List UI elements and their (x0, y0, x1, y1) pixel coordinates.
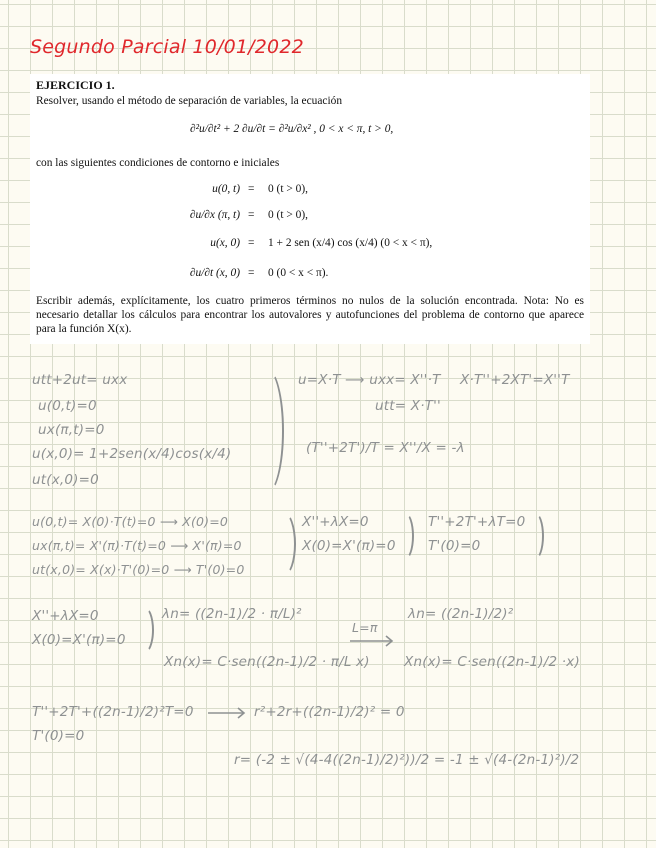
note-l-equals-pi: L=π (352, 620, 378, 635)
note-t-ic: T'(0)=0 (428, 538, 481, 554)
page-title: Segundo Parcial 10/01/2022 (30, 36, 304, 58)
note-lambda: λn= ((2n-1)/2 · π/L)² (162, 606, 302, 622)
note-bc1: u(0,t)=0 (38, 398, 97, 414)
condition-2-lhs: ∂u/∂x (π, t) (189, 209, 240, 221)
condition-2-eq: = (248, 209, 255, 221)
note-roots: r= (-2 ± √(4-4((2n-1)/2)²))/2 = -1 ± √(4-(2n-1)²)/2 (234, 752, 580, 768)
condition-3-lhs: u(x, 0) (210, 237, 240, 249)
condition-1-rhs: 0 (t > 0), (268, 183, 308, 195)
exercise-heading: EJERCICIO 1. (36, 78, 115, 92)
note-sl-bc: X(0)=X'(π)=0 (32, 632, 126, 648)
note-sl-eq: X''+λX=0 (32, 608, 99, 624)
note-x-bc: X(0)=X'(π)=0 (302, 538, 396, 554)
note-eigenfunction: Xn(x)= C·sen((2n-1)/2 · π/L x) (164, 654, 370, 670)
exercise-intro: Resolver, usando el método de separación de variables, la ecuación (36, 95, 343, 107)
note-x-eq: X''+λX=0 (302, 514, 369, 530)
note-substitute: X·T''+2XT'=X''T (460, 372, 570, 388)
condition-1-lhs: u(0, t) (212, 183, 240, 195)
note-ic1: u(x,0)= 1+2sen(x/4)cos(x/4) (32, 446, 232, 462)
note-utt: utt= X·T'' (375, 398, 441, 414)
note-pde: utt+2ut= uxx (32, 372, 128, 388)
note-ic2: ut(x,0)=0 (32, 472, 99, 488)
conditions-intro: con las siguientes condiciones de contorno e iniciales (36, 157, 280, 169)
condition-4-rhs: 0 (0 < x < π). (268, 267, 329, 279)
pde-equation: ∂²u/∂t² + 2 ∂u/∂t = ∂²u/∂x² , 0 < x < π, t > 0, (190, 123, 394, 135)
note-ic-t0: ut(x,0)= X(x)·T'(0)=0 ⟶ T'(0)=0 (32, 562, 245, 577)
condition-4-eq: = (248, 267, 255, 279)
condition-3-eq: = (248, 237, 255, 249)
exercise-footer: Escribir además, explícitamente, los cuatro primeros términos no nulos de la solución encontrada. Nota: No es necesario detallar los cálculos para encontrar los autovalores y autofunciones del problema de contorno que aparece para la función X(x). (36, 295, 584, 335)
condition-2-rhs: 0 (t > 0), (268, 209, 308, 221)
note-t-eq: T''+2T'+λT=0 (428, 514, 526, 530)
note-ratio: (T''+2T')/T = X''/X = -λ (306, 440, 465, 456)
condition-1-eq: = (248, 183, 255, 195)
note-bc2: ux(π,t)=0 (38, 422, 105, 438)
note-t-ode-ic: T'(0)=0 (32, 728, 85, 744)
note-eigenfunction-pi: Xn(x)= C·sen((2n-1)/2 ·x) (404, 654, 580, 670)
note-lambda-pi: λn= ((2n-1)/2)² (408, 606, 514, 622)
note-separation: u=X·T ⟶ uxx= X''·T (298, 372, 441, 388)
note-bc-xpi: ux(π,t)= X'(π)·T(t)=0 ⟶ X'(π)=0 (32, 538, 242, 553)
condition-3-rhs: 1 + 2 sen (x/4) cos (x/4) (0 < x < π), (268, 237, 433, 249)
note-bc-x0: u(0,t)= X(0)·T(t)=0 ⟶ X(0)=0 (32, 514, 229, 529)
note-characteristic: r²+2r+((2n-1)/2)² = 0 (254, 704, 405, 720)
condition-4-lhs: ∂u/∂t (x, 0) (189, 267, 240, 279)
note-t-ode: T''+2T'+((2n-1)/2)²T=0 (32, 704, 194, 720)
